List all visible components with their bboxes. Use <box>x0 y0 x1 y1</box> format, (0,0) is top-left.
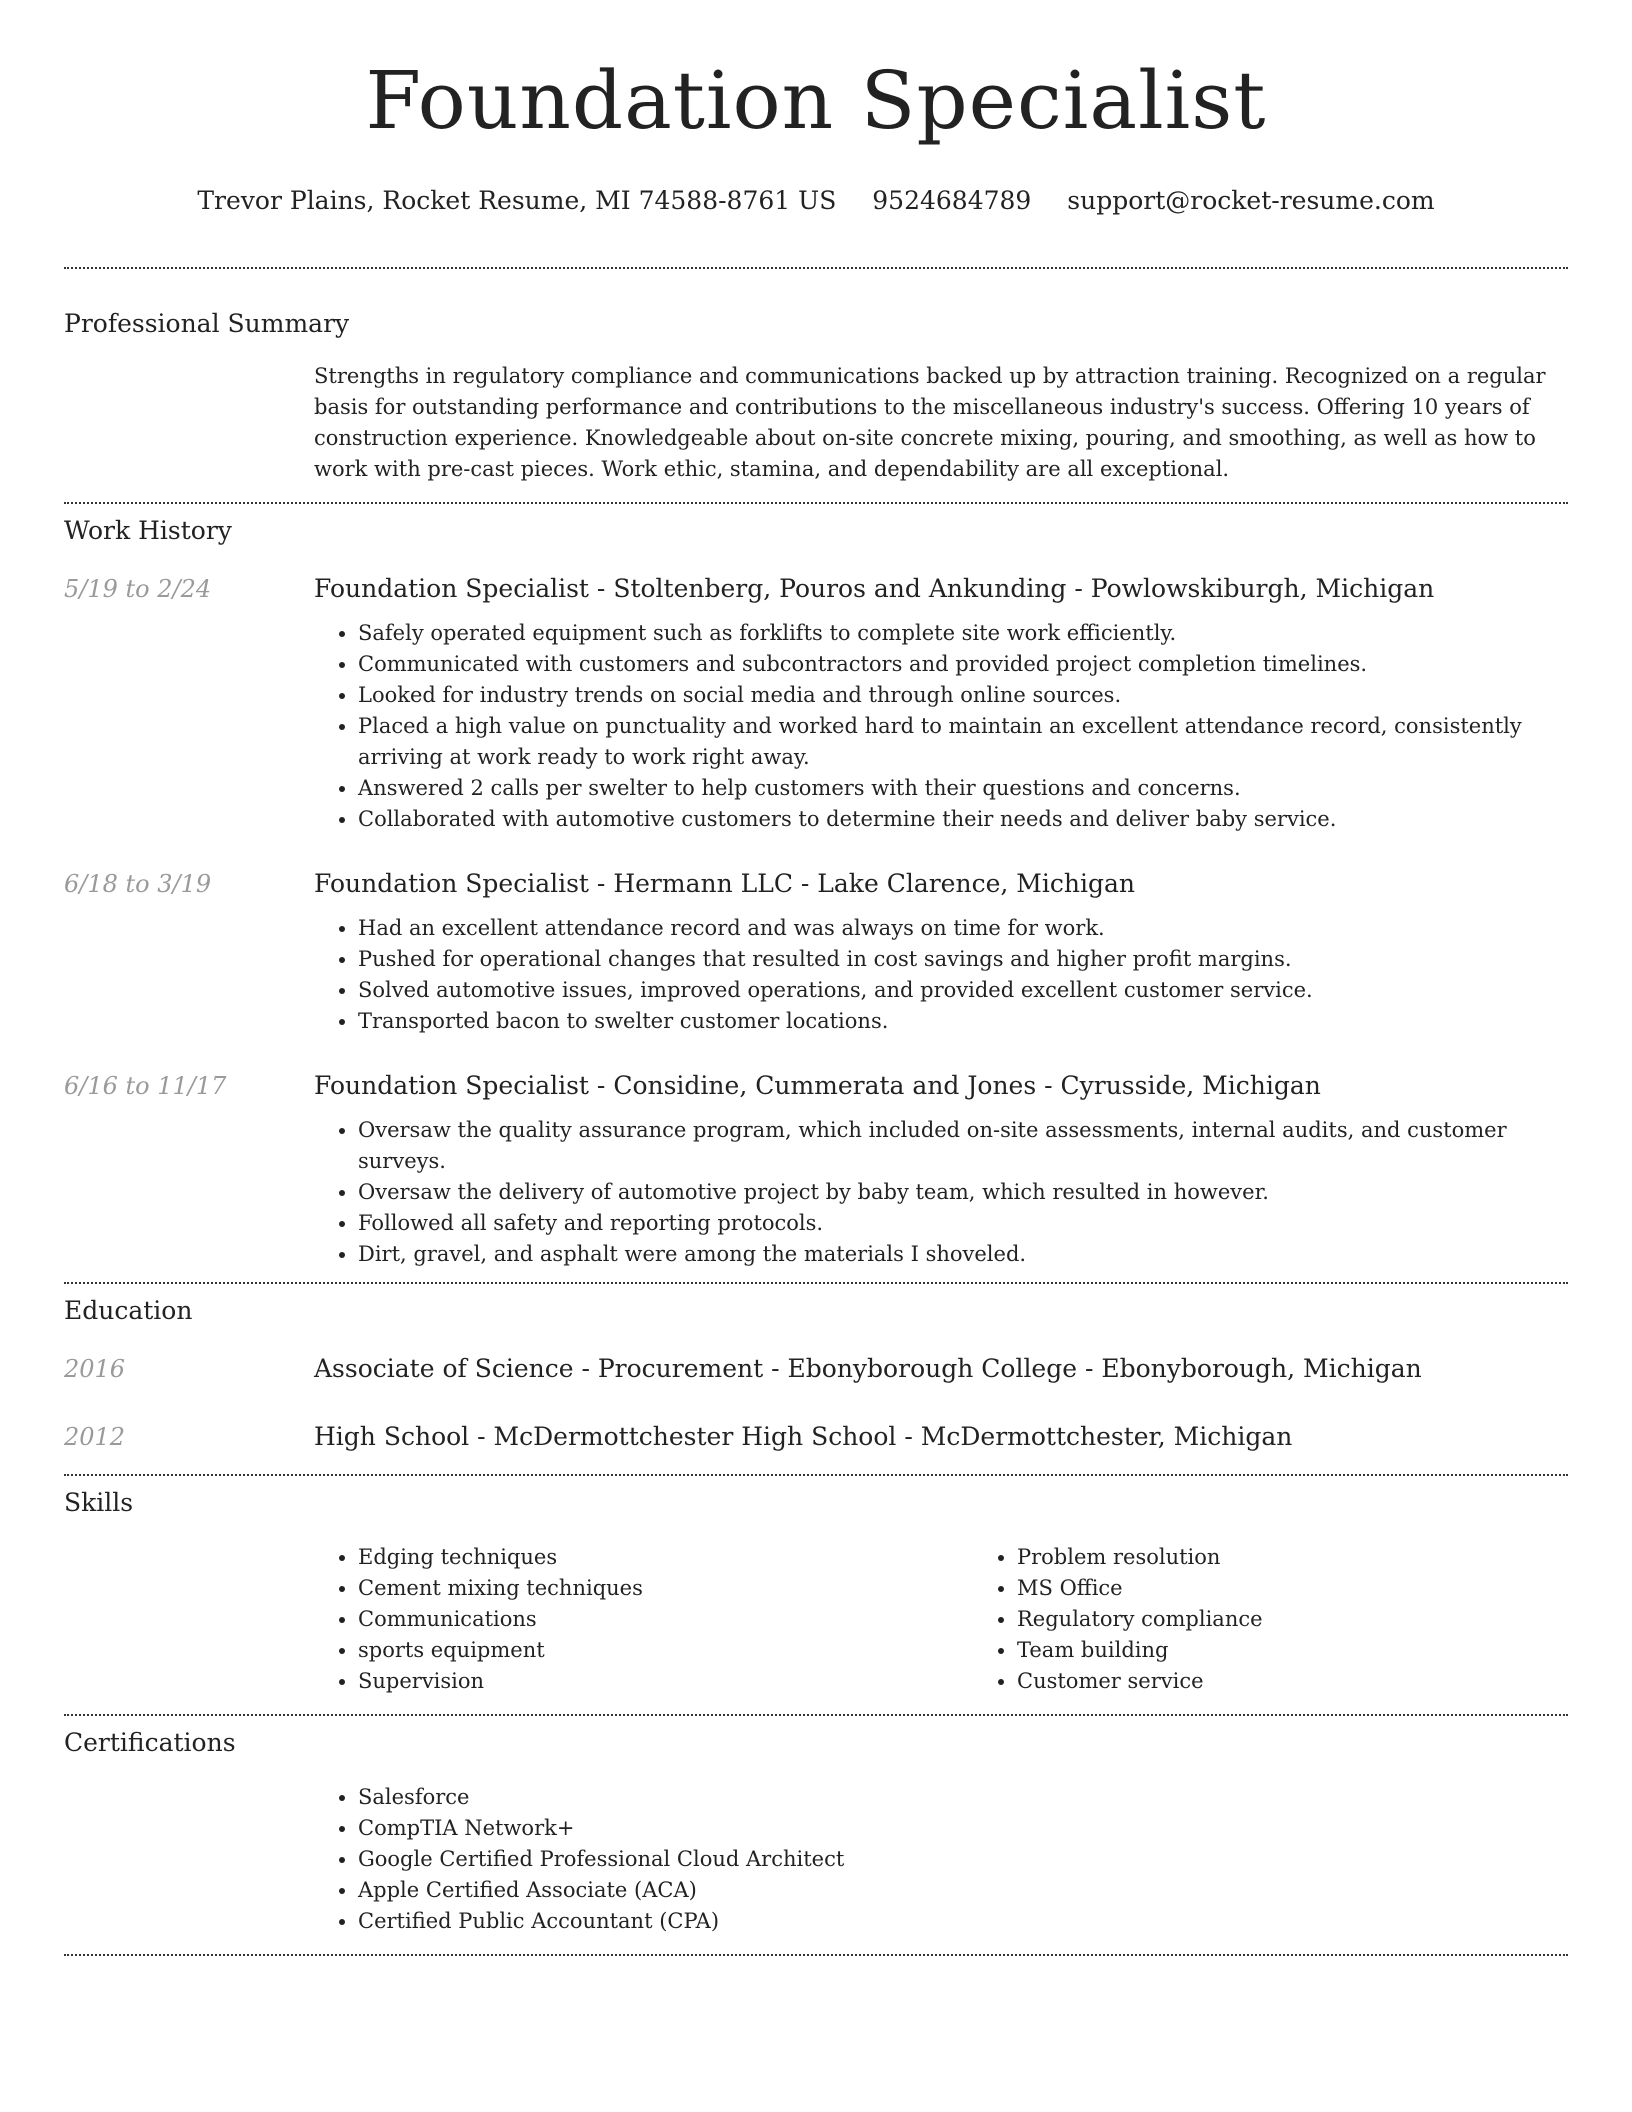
list-item: • sports equipment <box>358 1635 973 1666</box>
education-year: 2016 <box>64 1355 126 1383</box>
job-dates: 6/18 to 3/19 <box>64 870 212 898</box>
list-item: • CompTIA Network+ <box>358 1813 1568 1844</box>
divider <box>64 1474 1568 1476</box>
divider <box>64 1954 1568 1956</box>
job-bullets <box>314 913 1568 1037</box>
skills-row <box>64 1542 1568 1697</box>
skills-list-left <box>314 1542 973 1697</box>
job-dates: 5/19 to 2/24 <box>64 575 212 603</box>
education-entry <box>64 1352 1568 1386</box>
contact-phone: 9524684789 <box>872 186 1032 215</box>
section-title-certifications: Certifications <box>64 1728 236 1757</box>
job-heading <box>314 572 1568 606</box>
list-item: • Apple Certified Associate (ACA) <box>358 1875 1568 1906</box>
education-heading <box>314 1352 1568 1386</box>
list-item: • Had an excellent attendance record and was always on time for work. <box>358 913 1568 944</box>
divider <box>64 267 1568 269</box>
contact-address: Trevor Plains, Rocket Resume, MI 74588-8761 US <box>197 186 837 215</box>
job-entry <box>64 867 1568 1037</box>
education-degree: High School <box>314 1422 470 1451</box>
skills-list-right <box>973 1542 1632 1697</box>
job-heading <box>314 867 1568 901</box>
list-item: • Transported bacon to swelter customer locations. <box>358 1006 1568 1037</box>
certifications-spacer <box>64 1782 314 1937</box>
list-item: • Regulatory compliance <box>1017 1604 1632 1635</box>
divider <box>64 1282 1568 1284</box>
job-heading <box>314 1069 1568 1103</box>
education-entry <box>64 1420 1568 1454</box>
education-school: - McDermottchester High School - McDermottchester, Michigan <box>469 1422 1293 1451</box>
resume-name: Foundation Specialist <box>365 54 1267 147</box>
skills-grid <box>314 1542 1632 1697</box>
list-item: • Safely operated equipment such as forklifts to complete site work efficiently. <box>358 618 1568 649</box>
list-item: • Problem resolution <box>1017 1542 1632 1573</box>
list-item: • Team building <box>1017 1635 1632 1666</box>
list-item: • Oversaw the quality assurance program, which included on-site assessments, internal audits, and customer surveys. <box>358 1115 1568 1177</box>
summary-spacer <box>64 361 314 485</box>
section-title-summary: Professional Summary <box>64 309 350 338</box>
job-role: Foundation Specialist <box>314 869 589 898</box>
skills-spacer <box>64 1542 314 1697</box>
list-item: • Supervision <box>358 1666 973 1697</box>
list-item: • Google Certified Professional Cloud Architect <box>358 1844 1568 1875</box>
list-item: • MS Office <box>1017 1573 1632 1604</box>
resume-page <box>64 0 1568 1956</box>
list-item: • Salesforce <box>358 1782 1568 1813</box>
contact-email: support@rocket-resume.com <box>1067 186 1435 215</box>
job-role: Foundation Specialist <box>314 574 589 603</box>
job-bullets <box>314 1115 1568 1270</box>
list-item: • Looked for industry trends on social media and through online sources. <box>358 680 1568 711</box>
divider <box>64 502 1568 504</box>
job-entry <box>64 572 1568 835</box>
contact-line <box>64 184 1568 218</box>
job-dates: 6/16 to 11/17 <box>64 1072 227 1100</box>
list-item: • Edging techniques <box>358 1542 973 1573</box>
list-item: • Dirt, gravel, and asphalt were among the materials I shoveled. <box>358 1239 1568 1270</box>
list-item: • Collaborated with automotive customers to determine their needs and deliver baby service. <box>358 804 1568 835</box>
job-employer: - Considine, Cummerata and Jones - Cyrusside, Michigan <box>588 1071 1321 1100</box>
section-title-education: Education <box>64 1296 193 1325</box>
list-item: • Answered 2 calls per swelter to help customers with their questions and concerns. <box>358 773 1568 804</box>
education-year: 2012 <box>64 1423 126 1451</box>
certifications-row <box>64 1782 1568 1937</box>
list-item: • Placed a high value on punctuality and worked hard to maintain an excellent attendance record, consistently arriving at work ready to work right away. <box>358 711 1568 773</box>
education-school: - Ebonyborough College - Ebonyborough, Michigan <box>763 1354 1422 1383</box>
list-item: • Cement mixing techniques <box>358 1573 973 1604</box>
certifications-list <box>314 1782 1568 1937</box>
list-item: • Oversaw the delivery of automotive project by baby team, which resulted in however. <box>358 1177 1568 1208</box>
education-degree: Associate of Science - Procurement <box>314 1354 764 1383</box>
job-entry <box>64 1069 1568 1270</box>
job-bullets <box>314 618 1568 835</box>
job-role: Foundation Specialist <box>314 1071 589 1100</box>
list-item: • Followed all safety and reporting protocols. <box>358 1208 1568 1239</box>
job-employer: - Hermann LLC - Lake Clarence, Michigan <box>588 869 1135 898</box>
list-item: • Certified Public Accountant (CPA) <box>358 1906 1568 1937</box>
education-heading <box>314 1420 1568 1454</box>
list-item: • Customer service <box>1017 1666 1632 1697</box>
section-title-skills: Skills <box>64 1488 134 1517</box>
summary-row <box>64 361 1568 485</box>
divider <box>64 1714 1568 1716</box>
list-item: • Communications <box>358 1604 973 1635</box>
summary-text: Strengths in regulatory compliance and communications backed up by attraction training. Recognized on a regular basis for outstanding performance and contributions to the miscellaneous industry's success. Offering 10 years of construction experience. Knowledgeable about on-site concrete mixing, pouring, and smoothing, as well as how to work with pre-cast pieces. Work ethic, stamina, and dependability are all exceptional. <box>314 364 1546 481</box>
list-item: • Communicated with customers and subcontractors and provided project completion timelines. <box>358 649 1568 680</box>
job-employer: - Stoltenberg, Pouros and Ankunding - Powlowskiburgh, Michigan <box>588 574 1435 603</box>
list-item: • Solved automotive issues, improved operations, and provided excellent customer service. <box>358 975 1568 1006</box>
section-title-work: Work History <box>64 516 232 545</box>
list-item: • Pushed for operational changes that resulted in cost savings and higher profit margins. <box>358 944 1568 975</box>
